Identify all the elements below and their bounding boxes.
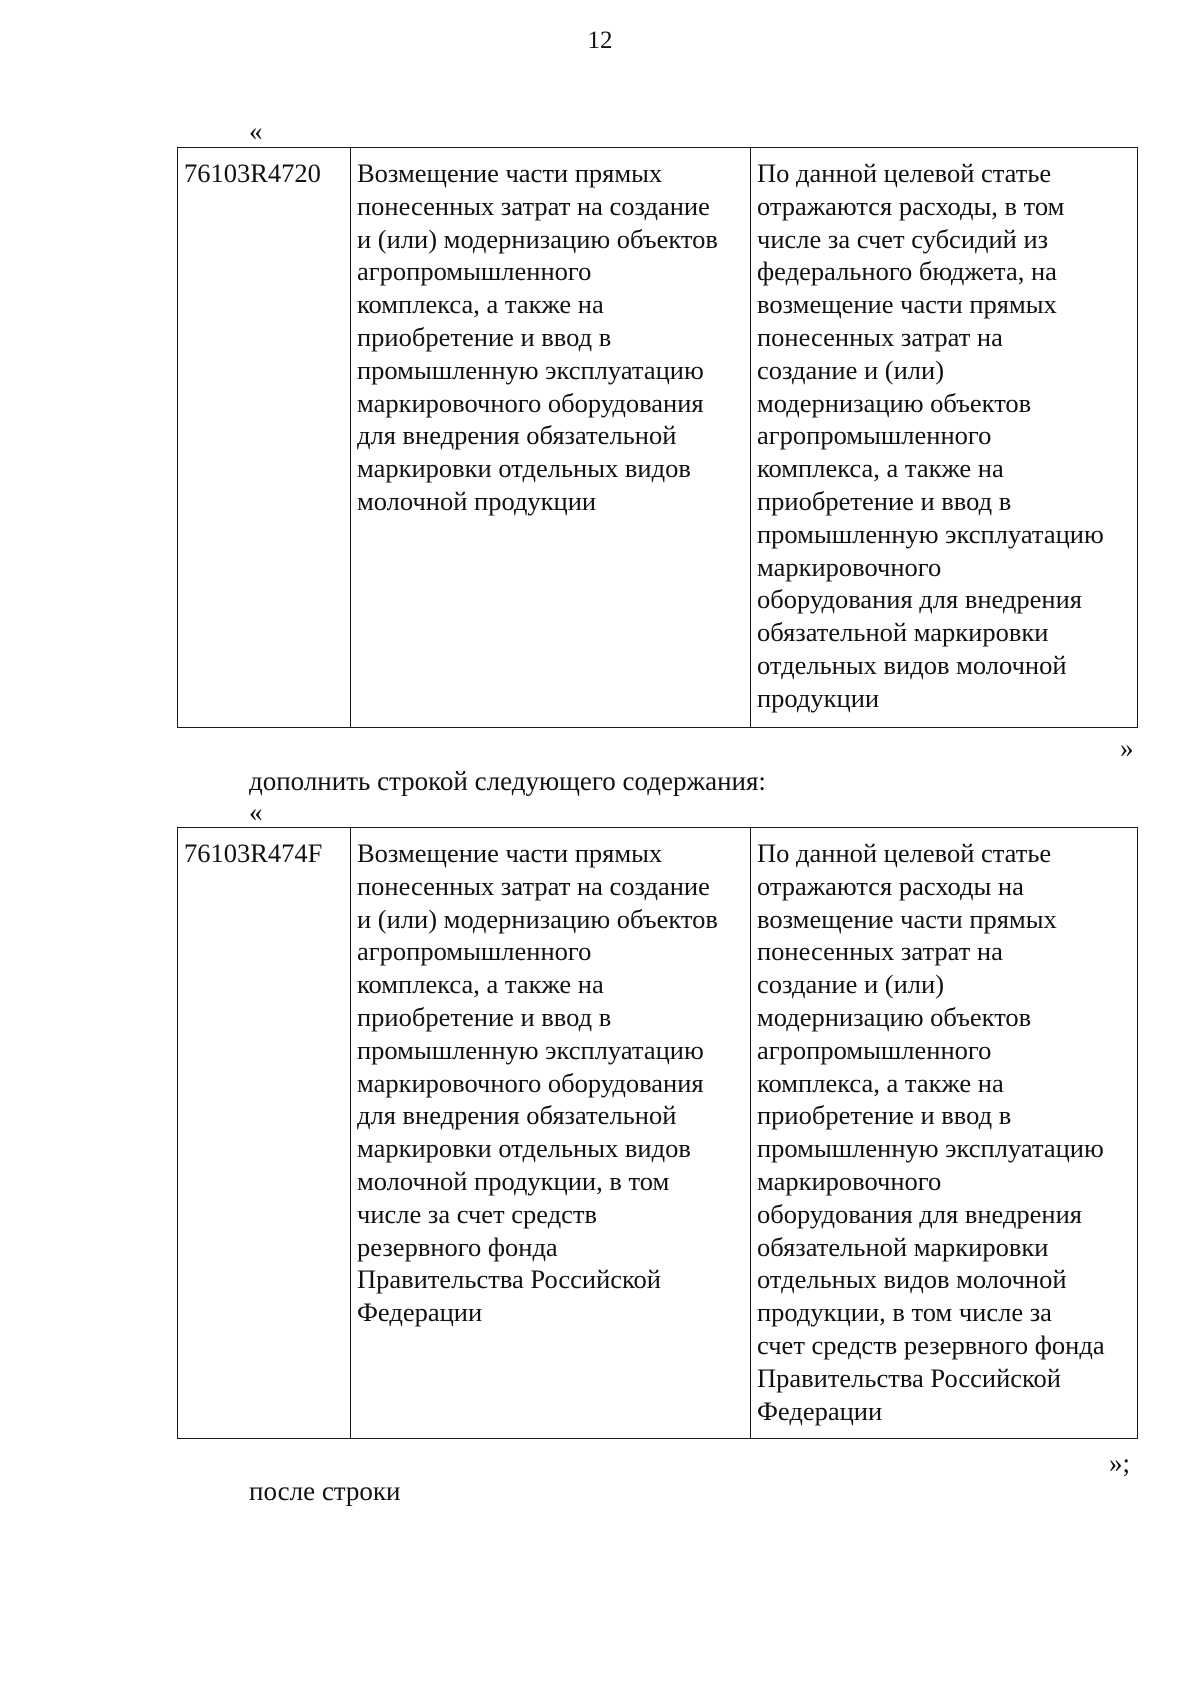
target-article-code: 76103R474F — [178, 828, 351, 1439]
table-row — [178, 828, 1138, 1439]
opening-quote-2: « — [249, 797, 263, 827]
target-article-name: Возмещение части прямых понесенных затрат на создание и (или) модернизацию объектов агропромышленного комплекса, а также на приобретение и ввод в промышленную эксплуатацию маркировочного оборудования для внедрения обязательной маркировки отдельных видов молочной продукции — [351, 148, 751, 728]
table-row — [178, 148, 1138, 728]
closing-quote-1: » — [1120, 733, 1134, 763]
opening-quote-1: « — [249, 116, 263, 146]
budget-table-new-row — [177, 827, 1138, 1439]
instruction-add-row: дополнить строкой следующего содержания: — [249, 766, 766, 796]
page-number: 12 — [587, 27, 613, 54]
budget-table-existing-row — [177, 147, 1138, 728]
target-article-name: Возмещение части прямых понесенных затрат на создание и (или) модернизацию объектов агропромышленного комплекса, а также на приобретение и ввод в промышленную эксплуатацию маркировочного оборудования для внедрения обязательной маркировки отдельных видов молочной продукции, в том числе за счет средств резервного фонда Правительства Российской Федерации — [351, 828, 751, 1439]
target-article-description: По данной целевой статье отражаются расходы, в том числе за счет субсидий из федерального бюджета, на возмещение части прямых понесенных затрат на создание и (или) модернизацию объектов агропромышленного комплекса, а также на приобретение и ввод в промышленную эксплуатацию маркировочного оборудования для внедрения обязательной маркировки отдельных видов молочной продукции — [751, 148, 1138, 728]
target-article-code: 76103R4720 — [178, 148, 351, 728]
closing-quote-2: »; — [1109, 1448, 1131, 1478]
instruction-after-row: после строки — [249, 1476, 401, 1506]
target-article-description: По данной целевой статье отражаются расходы на возмещение части прямых понесенных затрат на создание и (или) модернизацию объектов агропромышленного комплекса, а также на приобретение и ввод в промышленную эксплуатацию маркировочного оборудования для внедрения обязательной маркировки отдельных видов молочной продукции, в том числе за счет средств резервного фонда Правительства Российской Федерации — [751, 828, 1138, 1439]
